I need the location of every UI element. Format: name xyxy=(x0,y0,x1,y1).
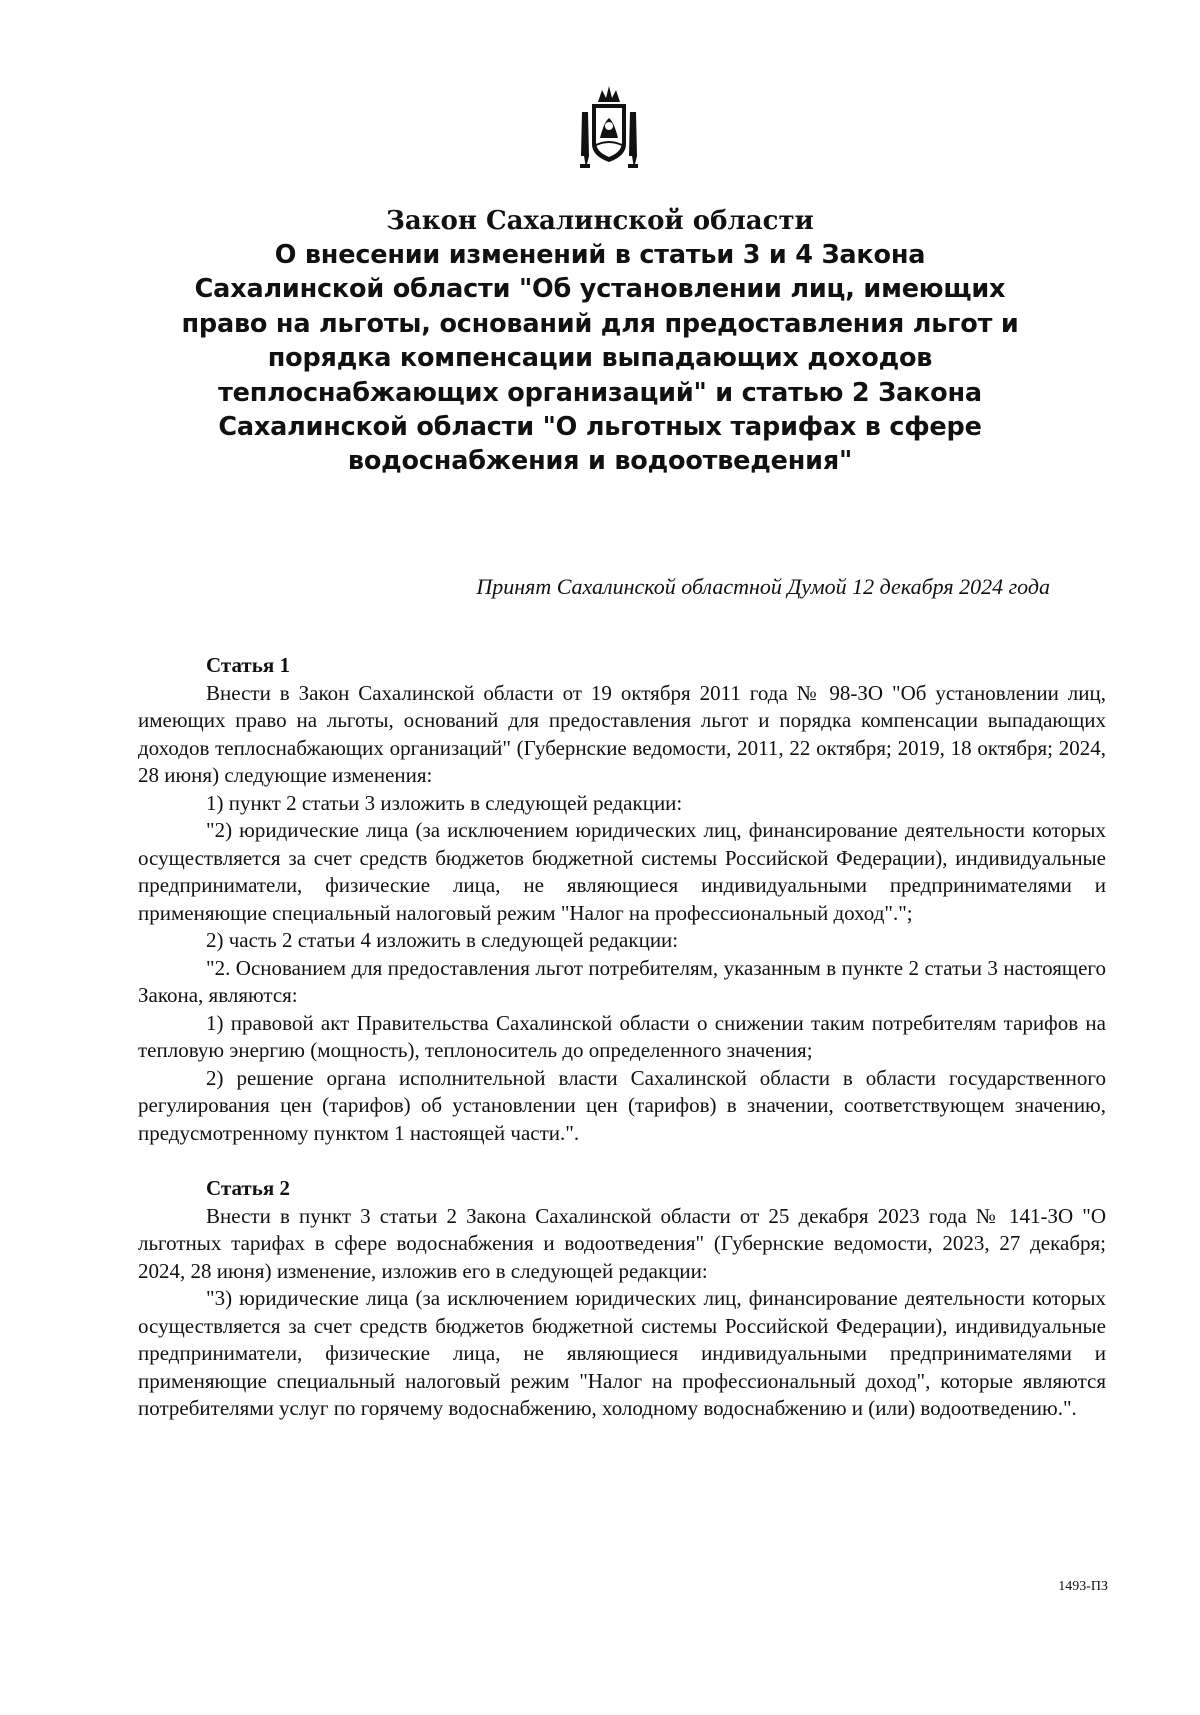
law-title: Закон Сахалинской области xyxy=(386,206,814,236)
article-1-paragraph: Внести в Закон Сахалинской области от 19 октября 2011 года № 98-ЗО "Об установлении лиц, имеющих право на льготы, оснований для предоставления льгот и порядка компенсации выпадающих доходов теплоснабжающих организаций" (Губернские ведомости, 2011, 22 октября; 2019, 18 октября; 2024, 28 июня) следующие изменения: xyxy=(138,680,1106,787)
article-2-paragraph: Внести в пункт 3 статьи 2 Закона Сахалинской области от 25 декабря 2023 года № 141-ЗО "О льготных тарифах в сфере водоснабжения и водоотведения" (Губернские ведомости, 2023, 27 декабря; 2024, 28 июня) изменение, изложив его в следующей редакции: xyxy=(138,1203,1106,1283)
article-1-paragraph: 1) правовой акт Правительства Сахалинской области о снижении таким потребителям тарифов на тепловую энергию (мощность), теплоноситель до определенного значения; xyxy=(138,1010,1106,1062)
title-block xyxy=(180,204,1020,479)
article-1-paragraph: "2. Основанием для предоставления льгот потребителям, указанным в пункте 2 статьи 3 настоящего Закона, являются: xyxy=(138,955,1106,1007)
article-1-paragraph: 2) решение органа исполнительной власти Сахалинской области в области государственного регулирования цен (тарифов) об установлении цен (тарифов) в значении, соответствующем значению, предусмотренному пунктом 1 настоящей части.". xyxy=(138,1065,1106,1145)
document-number: 1493-ПЗ xyxy=(1058,1579,1108,1594)
article-2-heading: Статья 2 xyxy=(206,1176,290,1200)
article-spacer xyxy=(138,1147,1106,1175)
article-1-paragraph: 2) часть 2 статьи 4 изложить в следующей редакции: xyxy=(206,928,679,952)
article-2-paragraph: "3) юридические лица (за исключением юридических лиц, финансирование деятельности которых осуществляется за счет средств бюджетов бюджетной системы Российской Федерации), индивидуальные предприниматели, физические лица, не являющиеся индивидуальными предпринимателями и применяющие специальный налоговый режим "Налог на профессиональный доход", которые являются потребителями услуг по горячему водоснабжению, холодному водоснабжению и (или) водоотведению.". xyxy=(138,1286,1106,1420)
adoption-note: Принят Сахалинской областной Думой 12 декабря 2024 года xyxy=(476,574,1050,599)
article-1-heading: Статья 1 xyxy=(206,653,290,677)
article-1-paragraph: "2) юридические лица (за исключением юридических лиц, финансирование деятельности которых осуществляется за счет средств бюджетов бюджетной системы Российской Федерации), индивидуальные предприниматели, физические лица, не являющиеся индивидуальными предпринимателями и применяющие специальный налоговый режим "Налог на профессиональный доход"."; xyxy=(138,818,1106,925)
sakhalin-coat-of-arms-icon xyxy=(574,82,644,174)
law-subject: О внесении изменений в статьи 3 и 4 Закона Сахалинской области "Об установлении лиц, имеющих право на льготы, оснований для предоставления льгот и порядка компенсации выпадающих доходов теплоснабжающих организаций" и статью 2 Закона Сахалинской области "О льготных тарифах в сфере водоснабжения и водоотведения" xyxy=(181,240,1019,477)
article-1-paragraph: 1) пункт 2 статьи 3 изложить в следующей редакции: xyxy=(206,790,683,815)
law-body xyxy=(138,652,1106,1423)
